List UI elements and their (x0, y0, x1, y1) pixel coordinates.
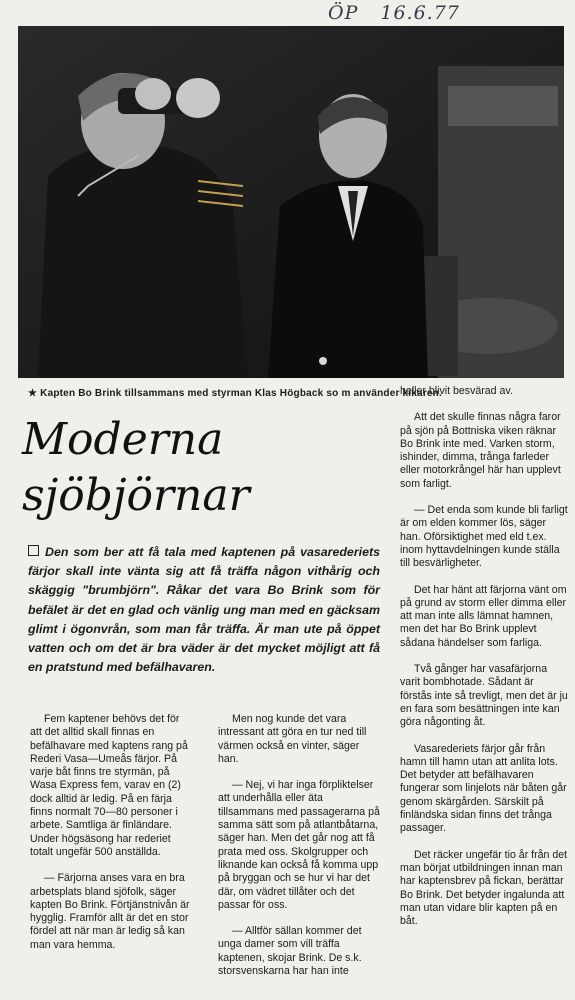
paragraph: — Nej, vi har inga förpliktelser att underhålla eller äta tillsammans med passagerarna på samma sätt som på atlantbåtarna, säger han. Men det går nog att få prata med oss. Skolgrupper och liknande kan också få komma upp på bryggan och se hur vi har det där, om vädret tillåter och det passar för oss. (218, 779, 380, 911)
article-headline (22, 412, 382, 524)
handwritten-date: 16.6.77 (380, 2, 460, 24)
paragraph: Att det skulle finnas några faror på sjön på Bottniska viken räknar Bo Brink inte med. Varken storm, ishinder, dimma, trånga farleder eller motorkrångel här han upplevt som farligt. (400, 411, 561, 490)
article-photo (18, 26, 564, 378)
headline-line2: sjöbjörnar (22, 470, 250, 521)
star-icon: ★ (28, 388, 38, 399)
paragraph: — Alltför sällan kommer det unga damer som vill träffa kaptenen, skojar Brink. De s.k. storsvenskarna har han inte (218, 925, 362, 978)
paragraph: heller blivit besvärad av. (400, 385, 513, 397)
lead-box-icon (28, 545, 39, 556)
handwritten-source: ÖP (328, 2, 359, 24)
paragraph: Det har hänt att färjorna vänt om på grund av storm eller dimma eller att man inte alls lämnat hamnen, men det har Bo Brink upplevt sådana händelser som farliga. (400, 583, 567, 649)
handwritten-note (328, 2, 482, 24)
paragraph: Det räcker ungefär tio år från det man börjat utbildningen innan man har kaptensbrev på fickan, berättar Bo Brink. Det betyder ingalunda att man utan vidare blir kapten på en båt. (400, 848, 568, 928)
article-column-1 (30, 713, 190, 965)
paragraph: Vasarederiets färjor går från hamn till hamn utan att anlita lots. Det betyder att befälhavaren fungerar som linjelots när båten går genom skärgården. Särskilt på finländska sidan finns det trånga passager. (400, 742, 567, 835)
photo-illustration (18, 26, 564, 378)
paragraph: Men nog kunde det vara intressant att göra en tur ned till värmen också en vinter, säger han. (218, 713, 367, 765)
paragraph: Fem kaptener behövs det för att det alltid skall finnas en befälhavare med kaptens rang på Rederi Vasa—Umeås färjor. På varje båt finns tre styrmän, på Wasa Express fem, varav en (2) dock alltid är ledig. På en färja finns normalt 70—80 personer i arbete. Samtliga är finländare. Under högsäsong har rederiet totalt ungefär 500 anställda. (30, 713, 188, 858)
headline-line1: Moderna (22, 414, 224, 465)
article-column-3 (400, 385, 568, 941)
paragraph: — Det enda som kunde bli farligt är om elden kommer lös, säger han. Oförsiktighet med eld t.ex. inom hyttavdelningen kunde ställa till besvärligheter. (400, 504, 568, 570)
article-column-2 (218, 713, 380, 991)
lead-text: Den som ber att få tala med kaptenen på vasarederiets färjor skall inte vänta sig att få träffa någon vithårig och skäggig "brumbjörn". Råkar det vara Bo Brink som för befälet är det en glad och vänlig ung man med en gäcksam glimt i ögonvrån, som man får träffa. Är man ute på öppet vatten och om det är bra väder är det mycket möjligt att få en pratstund med befälhavaren. (28, 545, 380, 675)
paragraph: Två gånger har vasafärjorna varit bombhotade. Sådant är förstås inte så trevligt, men det är ju en fara som besättningen inte kan göra någonting åt. (400, 663, 568, 729)
paragraph: — Färjorna anses vara en bra arbetsplats bland sjöfolk, säger kapten Bo Brink. Förtjänstnivån är hygglig. Framför allt är det en stor fördel att när man är ledig så kan man vara hemma. (30, 872, 190, 951)
caption-text: Kapten Bo Brink tillsammans med styrman Klas Högback so m använder kikaren. (40, 388, 442, 399)
article-lead (28, 543, 380, 677)
